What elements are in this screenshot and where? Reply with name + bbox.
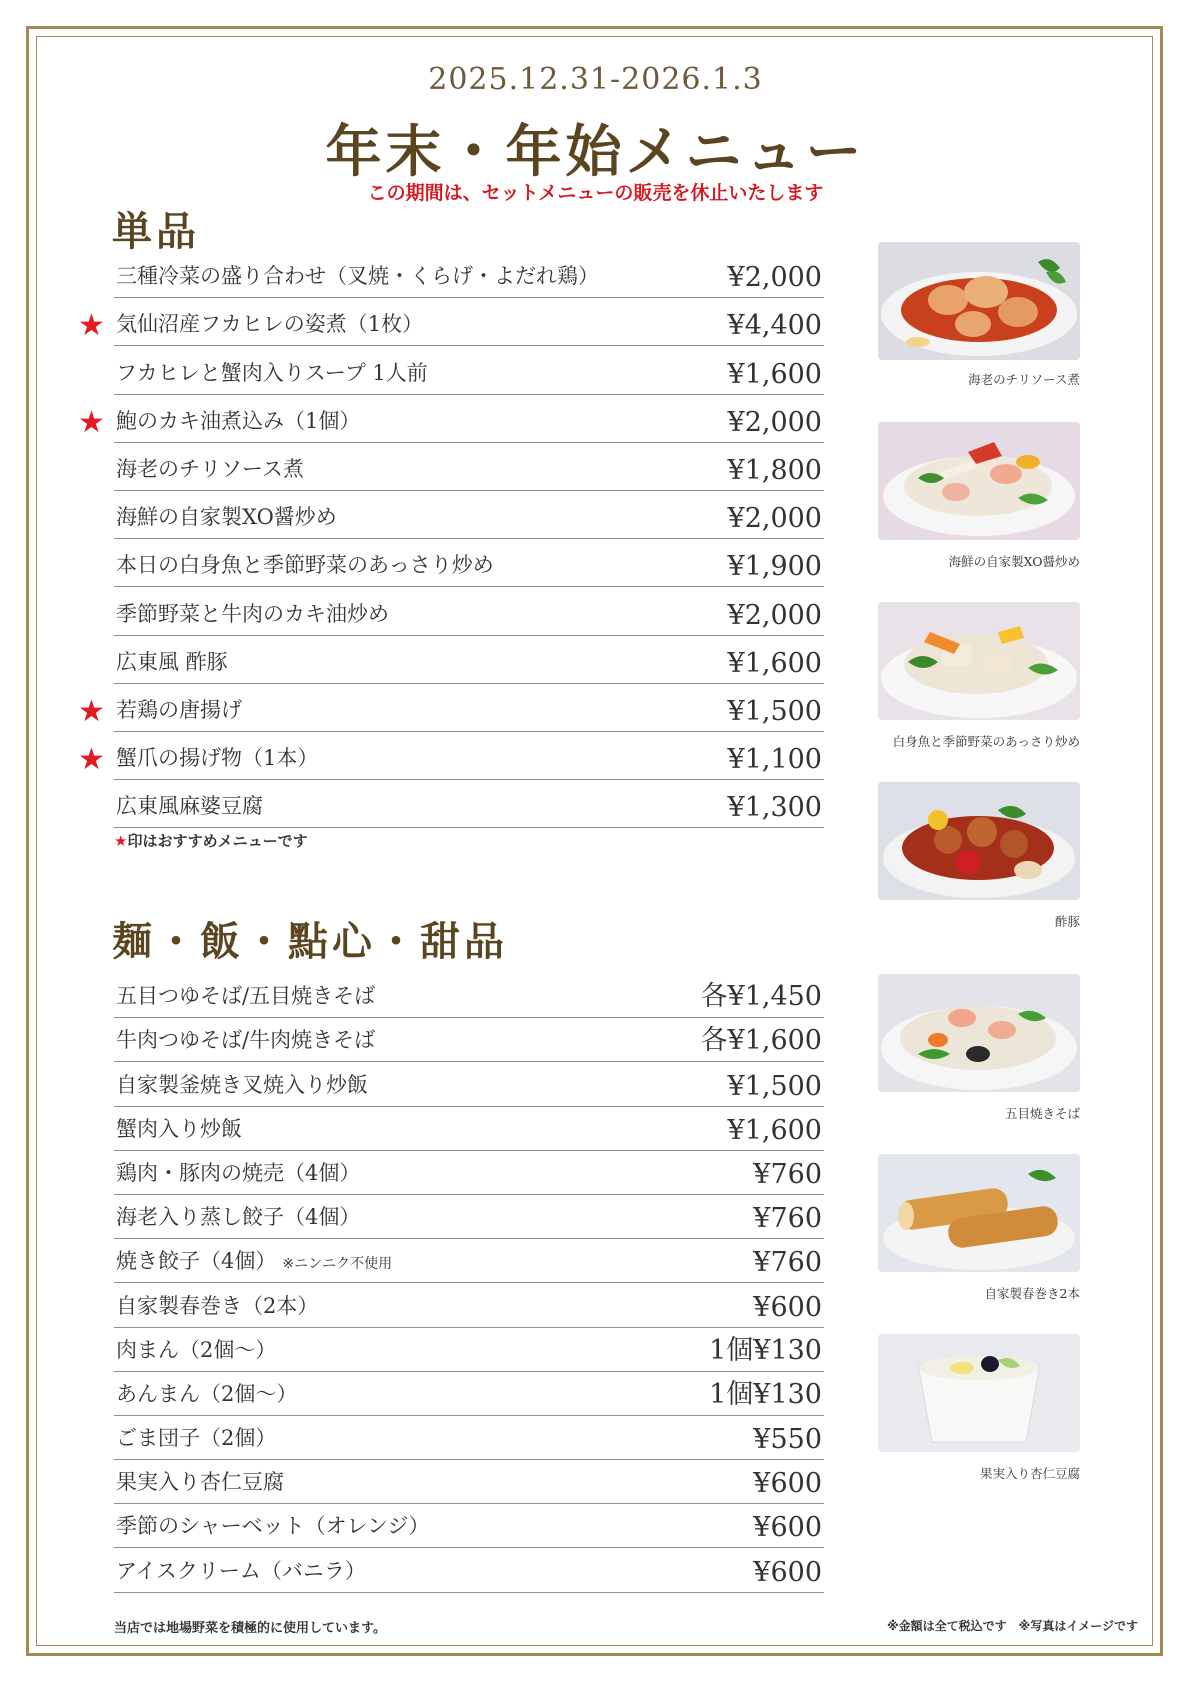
section-heading-noodles-rice-dimsum-dessert: 麺・飯・點心・甜品 <box>112 919 508 965</box>
item-name: 気仙沼産フカヒレの姿煮（1枚） <box>116 312 424 337</box>
photo-caption: 白身魚と季節野菜のあっさり炒め <box>892 734 1080 749</box>
item-name: 鶏肉・豚肉の焼売（4個） <box>116 1160 361 1185</box>
photo-caption: 海鮮の自家製XO醤炒め <box>948 554 1080 569</box>
fried-noodles-photo <box>878 974 1080 1092</box>
menu-row <box>114 636 824 684</box>
item-name: 三種冷菜の盛り合わせ（叉焼・くらげ・よだれ鶏） <box>116 264 599 289</box>
footer-local-vegetables: 当店では地場野菜を積極的に使用しています。 <box>114 1621 386 1636</box>
item-name: 海老のチリソース煮 <box>116 456 304 481</box>
item-name: アイスクリーム（バニラ） <box>116 1558 366 1583</box>
star-icon: ★ <box>114 832 128 850</box>
fish-vegetable-photo <box>878 602 1080 720</box>
recommended-star-icon: ★ <box>78 742 105 778</box>
photo-caption: 五目焼きそば <box>1004 1106 1080 1121</box>
photo-caption: 酢豚 <box>1054 914 1080 929</box>
item-price: ¥2,000 <box>727 599 822 631</box>
item-price: ¥1,500 <box>727 1070 822 1102</box>
item-price: ¥1,600 <box>727 1114 822 1146</box>
item-price: ¥1,600 <box>727 358 822 390</box>
item-price: ¥600 <box>753 1512 822 1544</box>
menu-row <box>114 1548 824 1592</box>
item-price: ¥2,000 <box>727 503 822 535</box>
item-name: 若鶏の唐揚げ <box>116 697 242 722</box>
menu-row <box>114 587 824 635</box>
item-name: 海老入り蒸し餃子（4個） <box>116 1205 361 1230</box>
menu-row <box>114 1195 824 1239</box>
item-name: 季節のシャーベット（オレンジ） <box>116 1514 430 1539</box>
item-price: ¥1,600 <box>727 647 822 679</box>
item-price: 1個¥130 <box>709 1334 822 1366</box>
item-price: ¥2,000 <box>727 262 822 294</box>
menu-row <box>114 1460 824 1504</box>
menu-row <box>114 1372 824 1416</box>
menu-row <box>114 780 824 828</box>
menu-row <box>114 346 824 394</box>
menu-row <box>114 250 824 298</box>
item-name: 季節野菜と牛肉のカキ油炒め <box>116 601 389 626</box>
item-name: 自家製春巻き（2本） <box>116 1293 319 1318</box>
menu-row <box>114 1416 824 1460</box>
item-price: ¥4,400 <box>727 310 822 342</box>
recommended-star-icon: ★ <box>78 693 105 729</box>
item-name: 牛肉つゆそば/牛肉焼きそば <box>116 1028 376 1053</box>
item-name: 広東風麻婆豆腐 <box>116 794 263 819</box>
item-price: ¥1,900 <box>727 551 822 583</box>
menu-row <box>78 732 824 780</box>
item-price: ¥1,300 <box>727 792 822 824</box>
item-price: ¥2,000 <box>727 406 822 438</box>
spring-rolls-photo <box>878 1154 1080 1272</box>
item-name: 本日の白身魚と季節野菜のあっさり炒め <box>116 553 494 578</box>
photo-caption: 海老のチリソース煮 <box>968 372 1080 387</box>
item-name: あんまん（2個〜） <box>116 1381 298 1406</box>
almond-tofu-photo <box>878 1334 1080 1452</box>
item-price: ¥1,100 <box>727 744 822 776</box>
item-name: 広東風 酢豚 <box>116 649 228 674</box>
section-heading-single-dishes: 単品 <box>112 209 200 255</box>
item-price: ¥760 <box>753 1158 822 1190</box>
menu-row <box>114 1062 824 1106</box>
photo-caption: 自家製春巻き2本 <box>984 1286 1080 1301</box>
recommendation-legend <box>114 830 308 851</box>
menu-row <box>114 1018 824 1062</box>
item-price: 各¥1,450 <box>700 981 822 1013</box>
seafood-xo-photo <box>878 422 1080 540</box>
item-name: 海鮮の自家製XO醤炒め <box>116 505 337 530</box>
item-price: ¥600 <box>753 1291 822 1323</box>
noodles-rice-dimsum-dessert-list <box>114 974 824 1593</box>
menu-row <box>78 684 824 732</box>
shrimp-chili-photo <box>878 242 1080 360</box>
item-price: 1個¥130 <box>709 1378 822 1410</box>
menu-row <box>114 1107 824 1151</box>
menu-row <box>114 1328 824 1372</box>
item-name: 五目つゆそば/五目焼きそば <box>116 984 376 1009</box>
menu-row <box>114 1283 824 1327</box>
date-range: 2025.12.31-2026.1.3 <box>428 62 763 97</box>
item-name: 焼き餃子（4個） ※ニンニク不使用 <box>116 1249 393 1274</box>
item-price: ¥760 <box>753 1247 822 1279</box>
item-name: 果実入り杏仁豆腐 <box>116 1470 284 1495</box>
item-price: ¥600 <box>753 1556 822 1588</box>
legend-text: 印はおすすめメニューです <box>127 832 308 850</box>
item-name: フカヒレと蟹肉入りスープ 1人前 <box>116 360 428 385</box>
menu-row <box>114 1151 824 1195</box>
item-price: ¥1,800 <box>727 454 822 486</box>
menu-row <box>114 491 824 539</box>
photo-caption: 果実入り杏仁豆腐 <box>979 1466 1080 1481</box>
menu-row <box>114 539 824 587</box>
item-price: ¥550 <box>753 1424 822 1456</box>
set-menu-notice: この期間は、セットメニューの販売を休止いたします <box>367 182 824 204</box>
menu-row <box>114 974 824 1018</box>
menu-row <box>114 1504 824 1548</box>
item-name: 鮑のカキ油煮込み（1個） <box>116 408 361 433</box>
menu-row <box>78 395 824 443</box>
item-price: 各¥1,600 <box>700 1025 822 1057</box>
item-price: ¥760 <box>753 1203 822 1235</box>
item-name: 蟹爪の揚げ物（1本） <box>116 746 319 771</box>
menu-row <box>78 298 824 346</box>
sweet-sour-pork-photo <box>878 782 1080 900</box>
recommended-star-icon: ★ <box>78 308 105 344</box>
single-dishes-list <box>78 250 824 828</box>
item-note: ※ニンニク不使用 <box>282 1256 393 1273</box>
item-name: 蟹肉入り炒飯 <box>116 1116 242 1141</box>
item-name: 肉まん（2個〜） <box>116 1337 277 1362</box>
item-price: ¥1,500 <box>727 695 822 727</box>
footer-tax-photo-note: ※金額は全て税込です ※写真はイメージです <box>887 1619 1138 1633</box>
item-name: ごま団子（2個） <box>116 1426 277 1451</box>
recommended-star-icon: ★ <box>78 404 105 440</box>
menu-row <box>114 1239 824 1283</box>
menu-title: 年末・年始メニュー <box>325 119 866 185</box>
item-price: ¥600 <box>753 1468 822 1500</box>
item-name: 自家製釜焼き叉焼入り炒飯 <box>116 1072 368 1097</box>
menu-row <box>114 443 824 491</box>
